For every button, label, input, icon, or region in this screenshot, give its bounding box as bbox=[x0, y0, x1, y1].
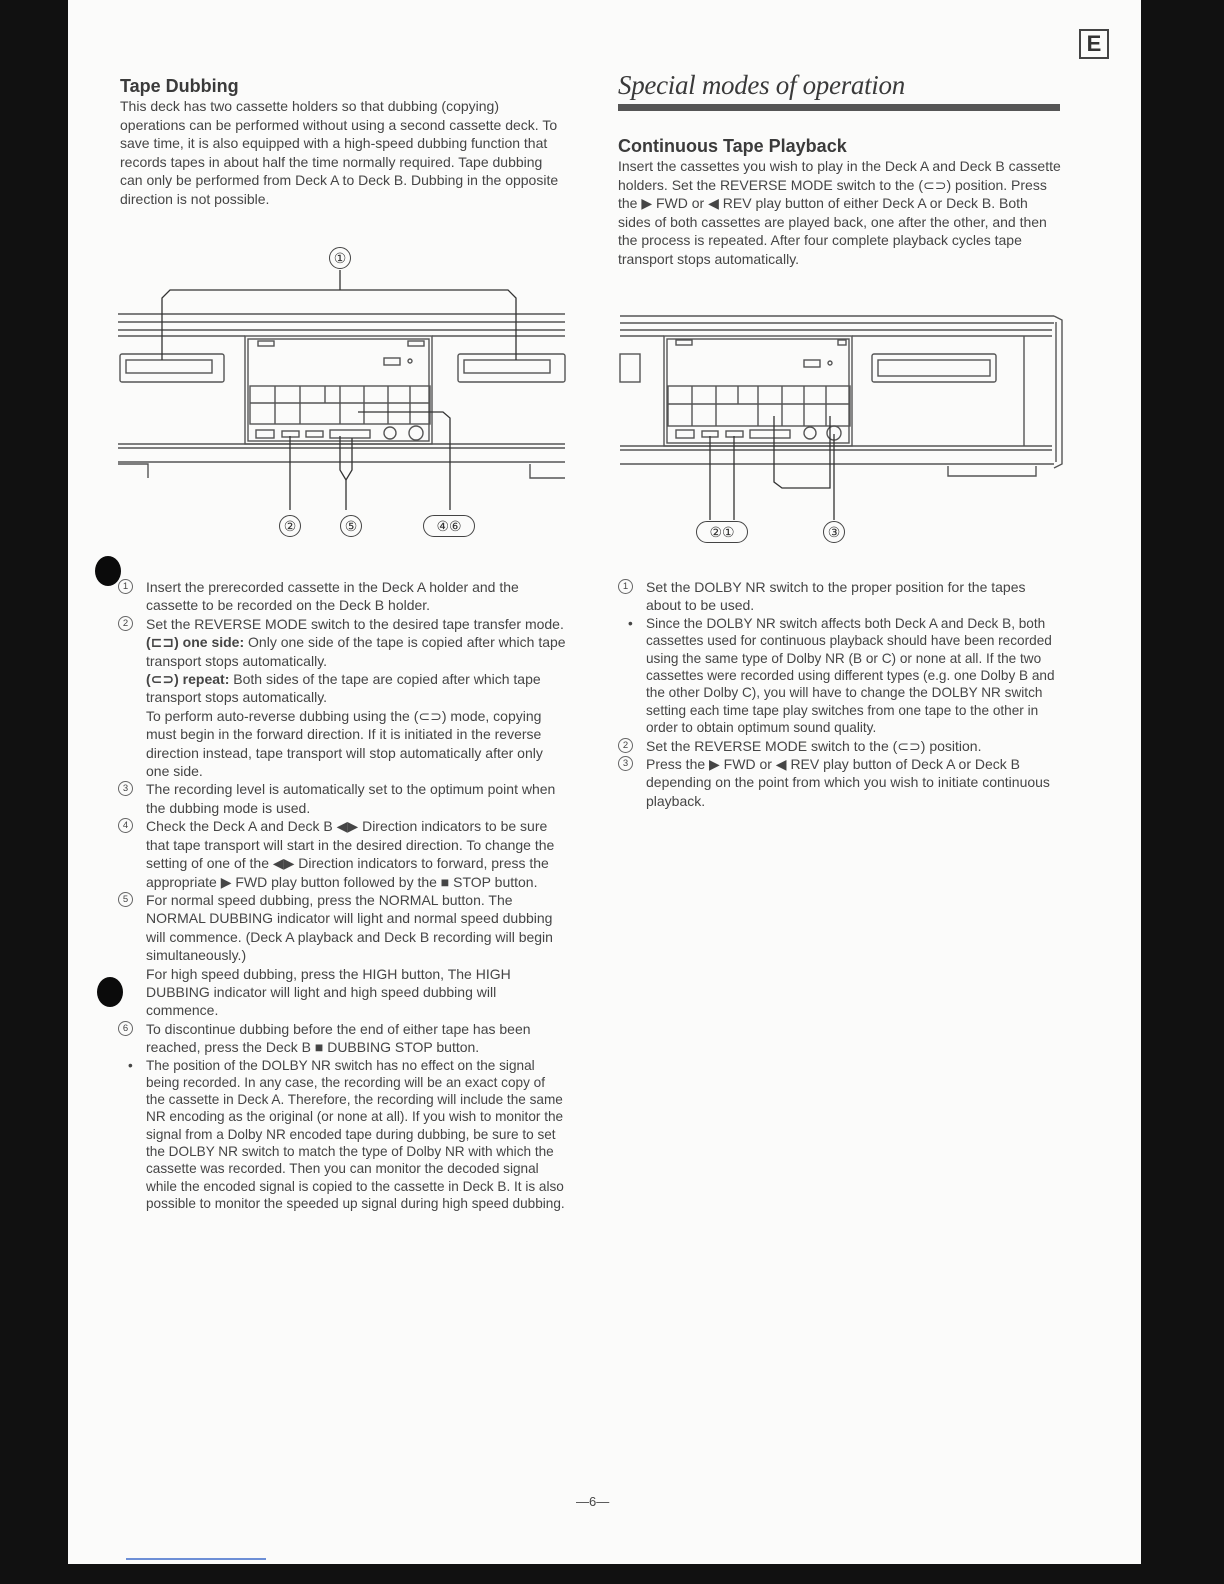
tape-dubbing-intro: This deck has two cassette holders so that dubbing (copying) operations can be performed without using a second cassette deck. To save time, it is also equipped with a high-speed dubbing function that records tapes in about half the time normally required. Tape dubbing can only be performed from Deck A to Deck B. Dubbing in the opposite direction is not possible. bbox=[120, 98, 559, 207]
step-number: 2 bbox=[118, 616, 133, 631]
dubbing-step-1 bbox=[118, 578, 566, 615]
step-text: The recording level is automatically set to the optimum point when the dubbing mode is used. bbox=[146, 781, 556, 816]
playback-steps bbox=[618, 578, 1062, 810]
step-number: 4 bbox=[118, 818, 133, 833]
step-text: Check the Deck A and Deck B ◀▶ Direction indicators to be sure that tape transport will start in the desired direction. To change the setting of one of the ◀▶ Direction indicators to forward, press the appropriate ▶ FWD play button followed by the ■ STOP button. bbox=[146, 818, 555, 890]
page-number: —6— bbox=[576, 1494, 610, 1509]
repeat-text: Both sides of the tape are copied after which tape transport stops automatically. bbox=[146, 671, 541, 706]
auto-reverse-note: To perform auto-reverse dubbing using the (⊂⊃) mode, copying must begin in the forward direction. If it is initiated in the reverse direction instead, tape transport will stop automatically after only one side. bbox=[146, 707, 543, 780]
step-number: 1 bbox=[618, 579, 633, 594]
step-text: Set the REVERSE MODE switch to the (⊂⊃) position. bbox=[646, 737, 982, 754]
callout-2-1: ②① bbox=[696, 521, 748, 543]
step-number: 5 bbox=[118, 892, 133, 907]
step-number: 3 bbox=[618, 756, 633, 771]
repeat-label: (⊂⊃) repeat: bbox=[146, 671, 230, 688]
playback-step-3 bbox=[618, 755, 1062, 810]
continuous-playback-intro: Insert the cassettes you wish to play in the Deck A and Deck B cassette holders. Set the REVERSE MODE switch to the (⊂⊃) position. Press the ▶ FWD or ◀ REV play button of either Deck A or Deck B. Both sides of both cassettes are played back, one after the other, and then the process is repeated. After four complete playback cycles tape transport stops automatically. bbox=[618, 158, 1061, 267]
dubbing-steps bbox=[118, 578, 566, 1212]
callout-1: ① bbox=[329, 247, 351, 269]
one-side-mode bbox=[146, 633, 566, 670]
callout-5: ⑤ bbox=[340, 515, 362, 537]
playback-step-1 bbox=[618, 578, 1062, 615]
step-text: Press the ▶ FWD or ◀ REV play button of Deck A or Deck B depending on the point from which you wish to initiate continuous playback. bbox=[646, 756, 1050, 809]
step-number: 1 bbox=[118, 579, 133, 594]
callout-3: ③ bbox=[823, 521, 845, 543]
continuous-playback-heading: Continuous Tape Playback bbox=[618, 136, 847, 156]
step-text: Insert the prerecorded cassette in the Deck A holder and the cassette to be recorded on the Deck B holder. bbox=[146, 579, 519, 614]
callout-2: ② bbox=[279, 515, 301, 537]
scan-border-right bbox=[1141, 0, 1224, 1584]
bullet-icon: • bbox=[628, 615, 633, 631]
dubbing-step-5 bbox=[118, 891, 566, 1020]
step-text: For normal speed dubbing, press the NORMAL button. The NORMAL DUBBING indicator will light and normal speed dubbing will commence. (Deck A playback and Deck B recording will begin simultaneously.) bbox=[146, 891, 553, 964]
step-number: 6 bbox=[118, 1021, 133, 1036]
dubbing-step-2 bbox=[118, 615, 566, 781]
section-title-rule bbox=[618, 104, 1060, 111]
step-number: 2 bbox=[618, 738, 633, 753]
tape-dubbing-heading: Tape Dubbing bbox=[120, 76, 239, 96]
scan-border-bottom bbox=[68, 1564, 1141, 1584]
high-speed-text: For high speed dubbing, press the HIGH button, The HIGH DUBBING indicator will light and high speed dubbing will commence. bbox=[146, 965, 511, 1019]
playback-step-2 bbox=[618, 737, 1062, 755]
playback-dolby-note bbox=[618, 615, 1062, 737]
language-tab-marker: E bbox=[1079, 29, 1109, 59]
step-text: Set the REVERSE MODE switch to the desired tape transfer mode. bbox=[146, 615, 564, 632]
playback-deck-diagram bbox=[618, 306, 1068, 546]
note-text: Since the DOLBY NR switch affects both Deck A and Deck B, both cassettes used for continuous playback should have been recorded using the same type of Dolby NR (B or C) or none at all. If the two cassettes were recorded using different types (e.g. one Dolby B and the other Dolby C), you will have to change the DOLBY NR switch setting each time tape play switches from one tape to the other in order to obtain optimum sound quality. bbox=[646, 615, 1055, 736]
dubbing-step-6 bbox=[118, 1020, 566, 1057]
scan-border-left bbox=[0, 0, 68, 1584]
one-side-text: Only one side of the tape is copied after which tape transport stops automatically. bbox=[146, 634, 566, 669]
dubbing-dolby-note bbox=[118, 1057, 566, 1213]
repeat-mode bbox=[146, 670, 566, 707]
note-text: The position of the DOLBY NR switch has no effect on the signal being recorded. In any case, the recording will be an exact copy of the cassette in Deck A. Therefore, the recording will include the same NR encoding as the original (or none at all). If you wish to monitor the signal from a Dolby NR encoded tape during dubbing, be sure to set the DOLBY NR switch to match the type of Dolby NR with which the cassette was recorded. Then you can monitor the decoded signal while the encoded signal is copied to the cassette in Deck B. It is also possible to monitor the speeded up signal during high speed dubbing. bbox=[146, 1057, 565, 1211]
step-text: To discontinue dubbing before the end of either tape has been reached, press the Deck B ■ DUBBING STOP button. bbox=[146, 1020, 531, 1056]
dubbing-step-4 bbox=[118, 817, 566, 891]
dubbing-deck-diagram bbox=[118, 240, 568, 540]
bullet-icon: • bbox=[128, 1057, 133, 1073]
callout-4-6: ④⑥ bbox=[423, 515, 475, 537]
section-title: Special modes of operation bbox=[618, 70, 905, 100]
dubbing-step-3 bbox=[118, 780, 566, 817]
step-number: 3 bbox=[118, 781, 133, 796]
step-text: Set the DOLBY NR switch to the proper position for the tapes about to be used. bbox=[646, 579, 1026, 614]
one-side-label: (⊏⊐) one side: bbox=[146, 634, 245, 651]
scan-underline-mark bbox=[126, 1558, 266, 1560]
